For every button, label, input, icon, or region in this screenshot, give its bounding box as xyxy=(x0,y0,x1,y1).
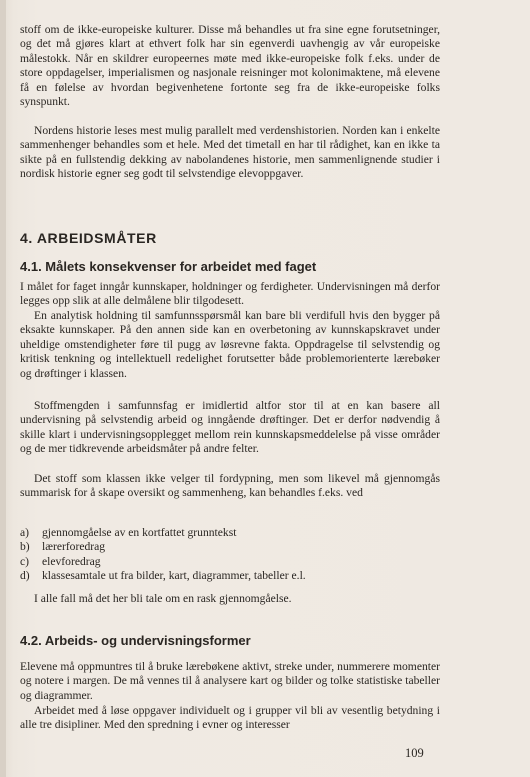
paragraph-elevene: Elevene må oppmuntres til å bruke lærebøkene aktivt, streke under, nummerere momenter og notere i margen. De må vennes til å analysere kart og bilder og tolke statistiske tabeller og diagrammer. xyxy=(20,660,440,702)
paragraph-kulturer: stoff om de ikke-europeiske kulturer. Disse må behandles ut fra sine egne forutsetninger, og det må gjøres klart at ethvert folk har sin egenverdi uavhengig av vår europeiske målestokk. Når en skildrer europeernes møte med ikke-europeiske folk f.eks. under de store oppdagelser, imperialismen og nasjonale reisninger mot kolonimaktene, må elevene få en følelse av hvordan begivenhetene fortonte seg fra de ikke-europeiske folks synspunkt. xyxy=(20,23,440,109)
paragraph-arbeidet: Arbeidet med å løse oppgaver individuelt og i grupper vil bli av vesentlig betydning i alle tre disipliner. Med den spredning i evner og interesser xyxy=(20,704,440,732)
list-item: a) gjennomgåelse av en kortfattet grunntekst xyxy=(20,526,237,539)
paragraph-rask-gjennomgaelse: I alle fall må det her bli tale om en rask gjennomgåelse. xyxy=(34,592,292,605)
paragraph-stoffmengden: Stoffmengden i samfunnsfag er imidlertid altfor stor til at en kan basere all undervisning på selvstendig arbeid og inngående drøftinger. Det er derfor nødvendig å skille klart i undervisningsopplegget mellom rein kunnskapsmeddelelse på visse områder og de mer tidkrevende arbeidsmåter på andre felter. xyxy=(20,399,440,456)
page-number: 109 xyxy=(405,746,424,760)
list-item: c) elevforedrag xyxy=(20,554,101,568)
subsection-heading-4-1: 4.1. Målets konsekvenser for arbeidet med faget xyxy=(20,259,317,274)
paragraph-malet: I målet for faget inngår kunnskaper, holdninger og ferdigheter. Undervisningen må derfor legges opp slik at alle delmålene blir tilgodesett. xyxy=(20,280,440,308)
subsection-heading-4-2: 4.2. Arbeids- og undervisningsformer xyxy=(20,633,251,648)
method-list xyxy=(20,526,440,584)
paragraph-det-stoff: Det stoff som klassen ikke velger til fordypning, men som likevel må gjennomgås summarisk for å skape oversikt og sammenheng, kan behandles f.eks. ved xyxy=(20,472,440,500)
paragraph-nordens-historie: Nordens historie leses mest mulig parallelt med verdenshistorien. Norden kan i enkelte sammenhenger behandles som et hele. Med det timetall en har til rådighet, kan en ikke ta sikte på en fullstendig dekking av nabolandenes historie, men sammenlignende studier i nordisk historie egner seg godt til selvstendige elevoppgaver. xyxy=(20,124,440,181)
list-item: b) lærerforedrag xyxy=(20,540,106,554)
section-heading-arbeidsmater: 4. ARBEIDSMÅTER xyxy=(20,230,157,246)
paragraph-analytisk: En analytisk holdning til samfunnsspørsmål kan bare bli verdifull hvis den bygger på eksakte kunnskaper. På den annen side kan en overbetoning av kunnskapskravet under uheldige omstendigheter føre til pugg av løsrevne fakta. Oppdragelse til selvstendig og kritisk tenkning og intellektuell redelighet forutsetter både problemorienterte lærebøker og drøftinger i klassen. xyxy=(20,309,440,380)
page-binding-edge xyxy=(0,0,6,777)
list-item: d) klassesamtale ut fra bilder, kart, diagrammer, tabeller e.l. xyxy=(20,569,306,583)
